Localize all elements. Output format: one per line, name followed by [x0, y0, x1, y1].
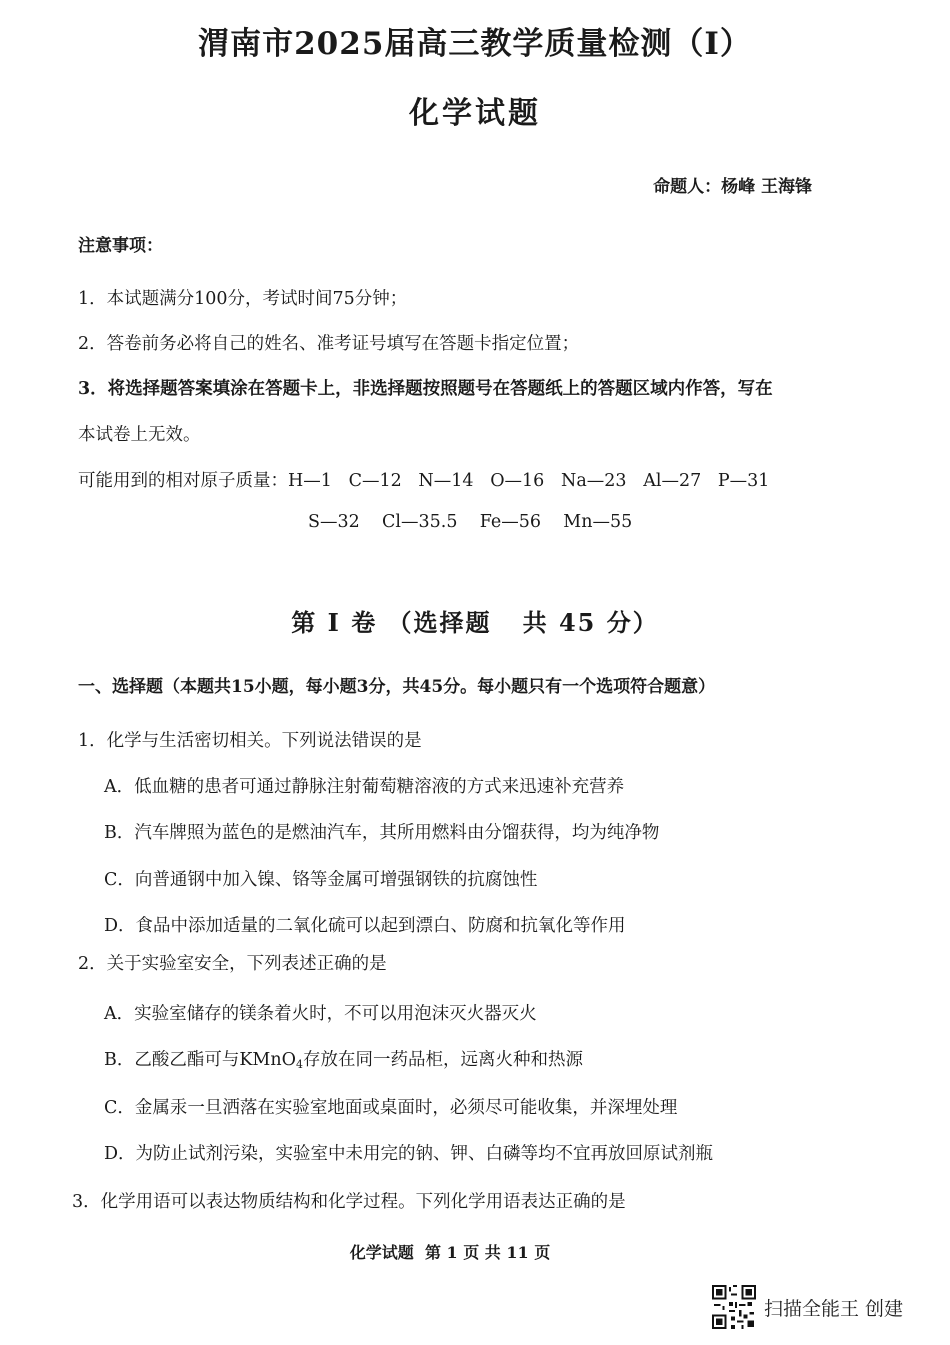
notice-item: 本试卷上无效。: [78, 425, 201, 445]
page-footer: 化学试题 第 1 页 共 11 页: [349, 1243, 551, 1262]
question-option: B．汽车牌照为蓝色的是燃油汽车，其所用燃料由分馏获得，均为纯净物: [104, 823, 660, 843]
atomic-mass-line: S—32 Cl—35.5 Fe—56 Mn—55: [308, 512, 633, 532]
question-option: C．向普通钢中加入镍、铬等金属可增强钢铁的抗腐蚀性: [104, 870, 538, 890]
scanner-watermark: [712, 1285, 903, 1329]
notice-item: 1．本试题满分100分，考试时间75分钟；: [78, 289, 408, 309]
scanner-text: 扫描全能王 创建: [764, 1297, 904, 1320]
notice-item: 2．答卷前务必将自己的姓名、准考证号填写在答题卡指定位置；: [78, 334, 580, 354]
subject-title: 化学试题: [409, 96, 541, 131]
question-option: A．低血糖的患者可通过静脉注射葡萄糖溶液的方式来迅速补充营养: [104, 777, 625, 797]
question-option: C．金属汞一旦洒落在实验室地面或桌面时，必须尽可能收集，并深埋处理: [104, 1098, 678, 1118]
qr-code-icon: [712, 1285, 756, 1329]
question-stem: 2．关于实验室安全，下列表述正确的是: [78, 954, 387, 974]
question-option: B．乙酸乙酯可与KMnO$_4$存放在同一药品柜，远离火种和热源: [104, 1050, 583, 1071]
question-option: A．实验室储存的镁条着火时，不可以用泡沫灭火器灭火: [104, 1004, 537, 1024]
question-stem: 3．化学用语可以表达物质结构和化学过程。下列化学用语表达正确的是: [72, 1192, 626, 1212]
exam-title: 渭南市2025届高三教学质量检测（I）: [198, 26, 752, 62]
notice-item: 3．将选择题答案填涂在答题卡上，非选择题按照题号在答题纸上的答题区域内作答，写在: [78, 379, 773, 399]
atomic-mass-line: 可能用到的相对原子质量：H—1 C—12 N—14 O—16 Na—23 Al—27 P—31: [78, 471, 770, 491]
question-stem: 1．化学与生活密切相关。下列说法错误的是: [78, 731, 422, 751]
section-title: 第 I 卷 （选择题 共 45 分）: [291, 608, 659, 637]
question-option: D．为防止试剂污染，实验室中未用完的钠、钾、白磷等均不宜再放回原试剂瓶: [104, 1144, 714, 1164]
question-option: D．食品中添加适量的二氧化硫可以起到漂白、防腐和抗氧化等作用: [104, 916, 626, 936]
author-line: 命题人：杨峰 王海锋: [653, 177, 812, 197]
part-heading: 一、选择题（本题共15小题，每小题3分，共45分。每小题只有一个选项符合题意）: [78, 677, 716, 697]
notice-heading: 注意事项：: [78, 236, 163, 256]
